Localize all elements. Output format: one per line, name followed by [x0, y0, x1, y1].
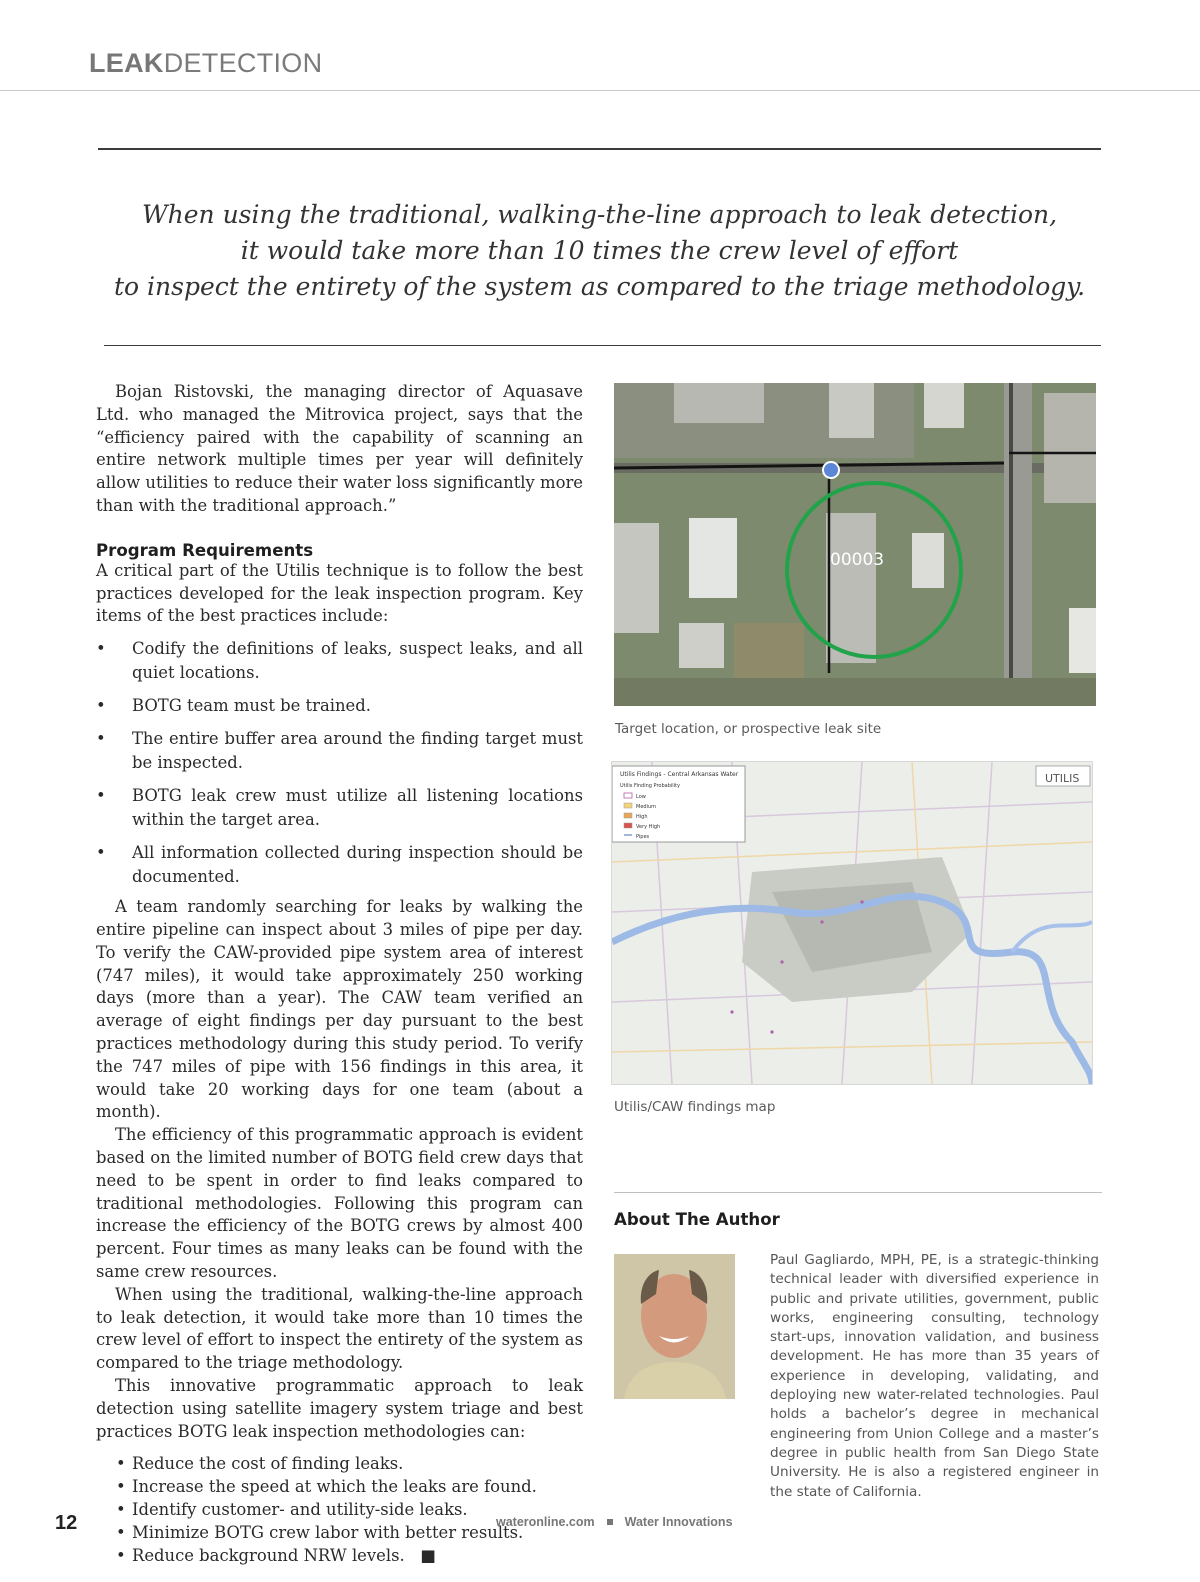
intro-paragraph: Bojan Ristovski, the managing director of Aquasave Ltd. who managed the Mitrovica project, says that the “efficiency paired with the capability of scanning an entire network multiple times per year will definitely allow utilities to reduce their water loss significantly more than with the traditional approach.”: [96, 382, 583, 515]
map-legend-item: Very High: [636, 824, 661, 830]
figure-caption: Utilis/CAW findings map: [614, 1099, 776, 1115]
benefits-list: [96, 1452, 583, 1567]
target-id-label: 00003: [830, 550, 885, 570]
map-legend-item: Low: [636, 794, 646, 800]
map-legend-item: Medium: [636, 804, 656, 810]
aerial-photo-graphic: [614, 383, 1096, 706]
footer-separator: [607, 1519, 613, 1525]
author-photo-graphic: [614, 1254, 735, 1399]
list-item: • Minimize BOTG crew labor with better results.: [116, 1523, 524, 1543]
pullquote: [98, 197, 1101, 305]
findings-map-graphic: [612, 762, 1092, 1084]
pullquote-line: it would take more than 10 times the crew level of effort: [240, 236, 959, 265]
figure-caption: Target location, or prospective leak site: [615, 721, 882, 737]
author-bio: Paul Gagliardo, MPH, PE, is a strategic-thinking technical leader with diversified experience in public and private utilities, government, public works, engineering consulting, technology start-ups, innovation validation, and business development. He has more than 35 years of experience in developing, validating, and deploying new water-related technologies. Paul holds a bachelor’s degree in mechanical engineering from Union College and a master’s degree in public health from San Diego State University. He is also a registered engineer in the state of California.: [770, 1252, 1099, 1500]
author-divider: [614, 1192, 1102, 1193]
footer-site: wateronline.com: [496, 1515, 595, 1529]
section-header: [89, 48, 322, 79]
body-paragraph: A team randomly searching for leaks by walking the entire pipeline can inspect about 3 miles of pipe per day. To verify the CAW-provided pipe system area of interest (747 miles), it would take approximately 250 working days (more than a year). The CAW team verified an average of eight findings per day pursuant to the best practices methodology during this study period. To verify the 747 miles of pipe with 156 findings in this area, it would take 20 working days for one team (about a month).: [96, 897, 583, 1122]
findings-map: [611, 761, 1093, 1085]
list-item: • Identify customer- and utility-side leaks.: [116, 1500, 468, 1520]
footer-publication: Water Innovations: [624, 1515, 733, 1529]
page-number: 12: [55, 1512, 78, 1534]
map-legend-subtitle: Utilis Finding Probability: [620, 783, 680, 789]
author-heading: About The Author: [614, 1210, 780, 1229]
map-legend-title: Utilis Findings - Central Arkansas Water: [620, 771, 739, 778]
pullquote-top-rule: [98, 148, 1101, 150]
list-item: • Increase the speed at which the leaks are found.: [116, 1477, 537, 1497]
utilis-logo: UTILIS: [1045, 772, 1080, 785]
body-paragraph: The efficiency of this programmatic approach is evident based on the limited number of BOTG field crew days that need to be spent in order to find leaks compared to traditional methodologies. Following this program can increase the efficiency of the BOTG crews by almost 400 percent. Four times as many leaks can be found with the same crew resources.: [96, 1125, 583, 1281]
list-item: • Reduce background NRW levels. ■: [116, 1546, 436, 1566]
body-paragraph: This innovative programmatic approach to leak detection using satellite imagery system triage and best practices BOTG leak inspection methodologies can:: [96, 1375, 583, 1441]
pullquote-line: to inspect the entirety of the system as compared to the triage methodology.: [113, 272, 1086, 301]
body-column: [96, 381, 583, 1567]
footer-line: [496, 1515, 733, 1529]
list-item: • Codify the definitions of leaks, suspect leaks, and all quiet locations.: [96, 639, 583, 683]
section-header-bold: LEAK: [89, 48, 164, 78]
author-photo: [614, 1254, 735, 1399]
pullquote-bottom-rule: [104, 345, 1101, 346]
program-requirements-heading: Program Requirements: [96, 540, 314, 560]
map-legend-item: High: [636, 814, 648, 820]
list-item: • The entire buffer area around the finding target must be inspected.: [96, 729, 583, 773]
map-legend-item: Pipes: [636, 834, 650, 840]
end-mark: ■: [420, 1546, 436, 1566]
requirements-intro: A critical part of the Utilis technique is to follow the best practices developed for the leak inspection program. Key items of the best practices include:: [96, 560, 583, 626]
requirements-list: [96, 637, 583, 889]
list-item: • BOTG leak crew must utilize all listening locations within the target area.: [96, 786, 583, 830]
section-header-light: DETECTION: [163, 48, 323, 78]
aerial-photo: [614, 383, 1096, 706]
pullquote-line: When using the traditional, walking-the-line approach to leak detection,: [141, 200, 1058, 229]
list-item: • BOTG team must be trained.: [96, 696, 371, 716]
header-divider: [0, 90, 1200, 91]
body-paragraph: When using the traditional, walking-the-line approach to leak detection, it would take more than 10 times the crew level of effort to inspect the entirety of the system as compared to the triage methodology.: [96, 1284, 583, 1373]
list-item: • Reduce the cost of finding leaks.: [116, 1454, 404, 1474]
list-item: • All information collected during inspection should be documented.: [96, 843, 583, 887]
